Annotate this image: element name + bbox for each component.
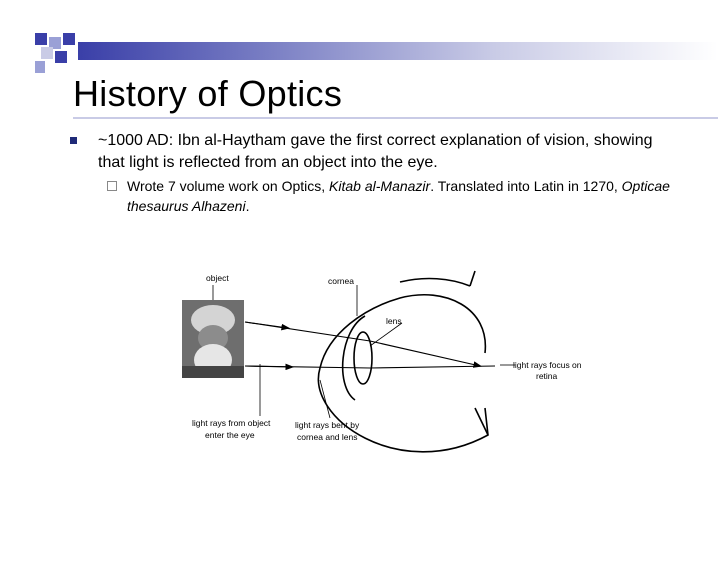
label-enter-2: enter the eye (205, 430, 255, 440)
bullet-level-2 (107, 176, 687, 216)
label-cornea: cornea (328, 276, 354, 286)
eye-diagram (170, 268, 600, 458)
label-focus-2: retina (536, 371, 558, 381)
label-lens: lens (386, 316, 402, 326)
header-gradient-bar (78, 42, 718, 60)
leader-lines (213, 285, 515, 418)
bullet-2-text: Wrote 7 volume work on Optics, Kitab al-Manazir. Translated into Latin in 1270, Opticae thesaurus Alhazeni. (127, 178, 670, 214)
label-focus-1: light rays focus on (513, 360, 582, 370)
scholar-portrait (182, 300, 244, 378)
slide-title: History of Optics (73, 73, 343, 114)
label-bent-2: cornea and lens (297, 432, 358, 442)
label-bent-1: light rays bent by (295, 420, 360, 430)
book-title-latin: Opticae thesaurus Alhazeni (127, 178, 670, 214)
square-bullet-icon (70, 137, 77, 144)
title-divider (73, 117, 718, 119)
bullet-1-text: ~1000 AD: Ibn al-Haytham gave the first correct explanation of vision, showing that light is reflected from an object into the eye. (98, 132, 653, 171)
hollow-square-bullet-icon (107, 181, 117, 191)
label-enter-1: light rays from object (192, 418, 271, 428)
bullet-level-1 (70, 130, 670, 174)
label-object: object (206, 273, 229, 283)
light-rays (245, 322, 495, 368)
book-title-arabic: Kitab al-Manazir (329, 178, 431, 194)
